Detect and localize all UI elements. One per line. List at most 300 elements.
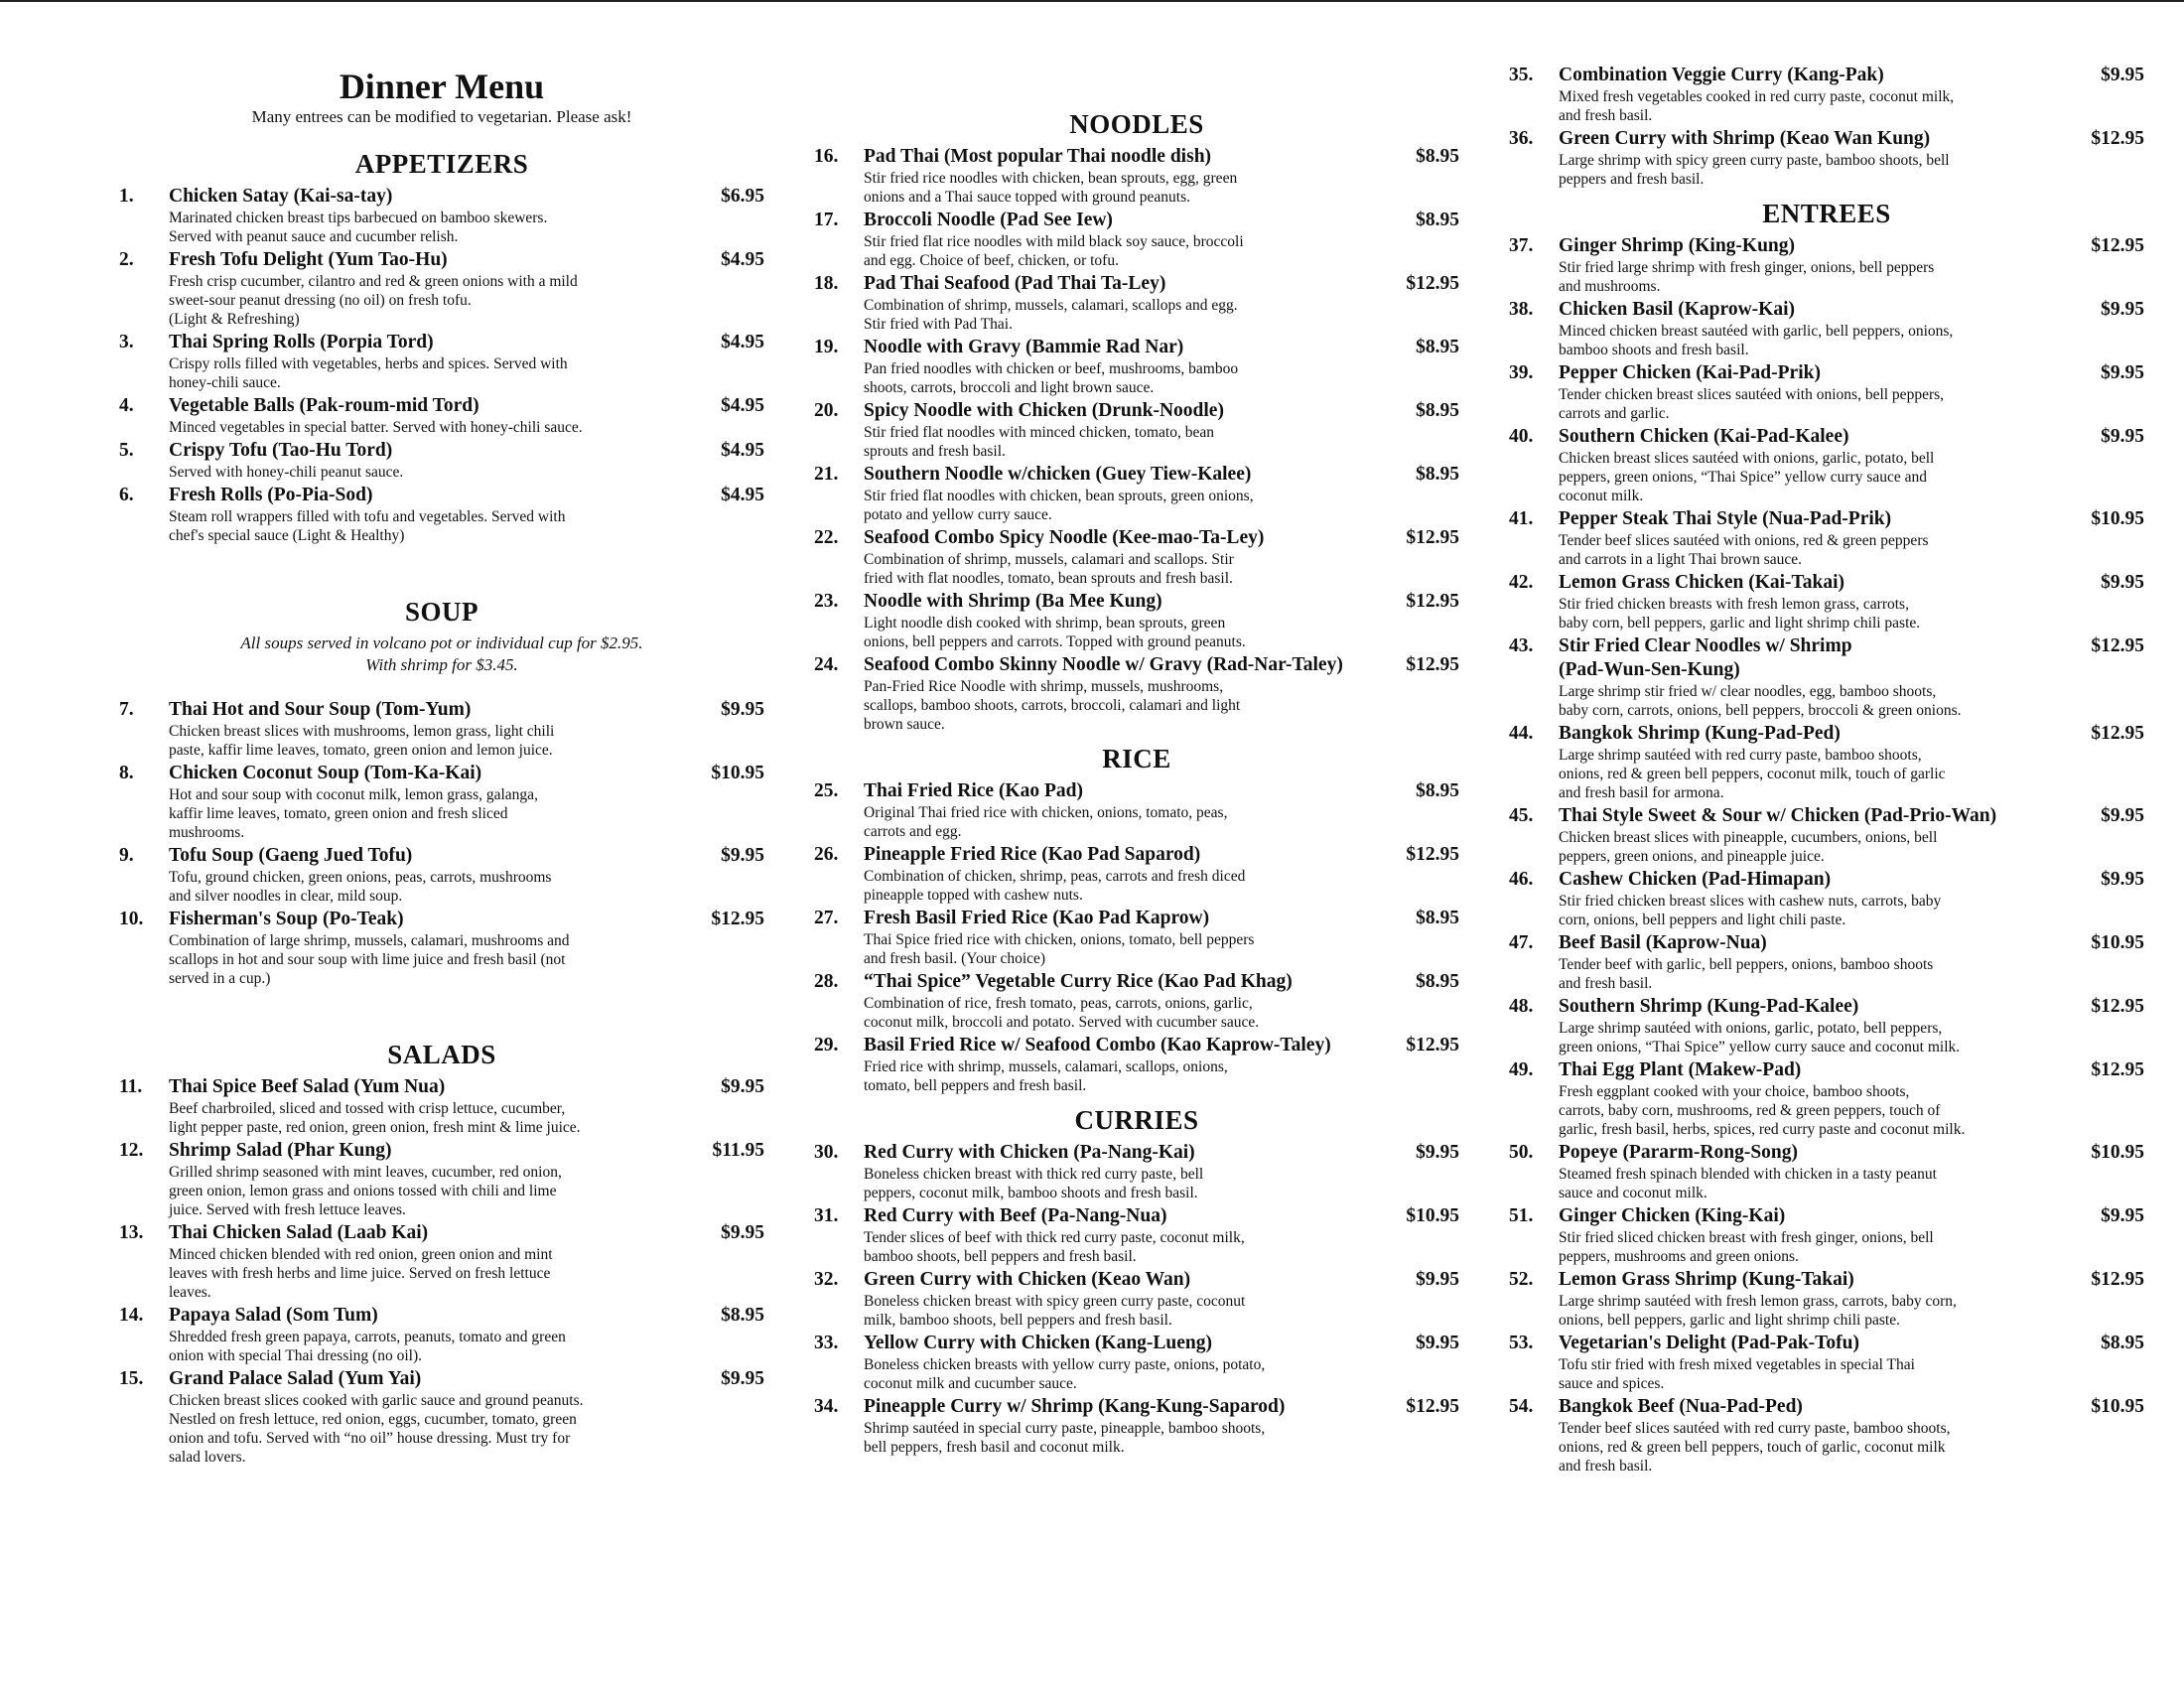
item-name: Pad Thai (Most popular Thai noodle dish) xyxy=(864,146,1212,167)
menu-item xyxy=(119,1367,764,1467)
description-line: Stir fried sliced chicken breast with fresh ginger, onions, bell xyxy=(1559,1229,1934,1246)
item-description xyxy=(814,803,1459,841)
item-description xyxy=(1509,258,2144,296)
menu-item xyxy=(1509,571,2144,633)
description-line: onions, red & green bell peppers, touch of garlic, coconut milk xyxy=(1559,1439,1946,1456)
item-name: Green Curry with Shrimp (Keao Wan Kung) xyxy=(1559,128,1931,149)
menu-item-header xyxy=(814,779,1459,803)
item-description xyxy=(1509,1228,2144,1266)
item-number: 29. xyxy=(814,1035,839,1055)
menu-item-header xyxy=(1509,127,2144,151)
item-description xyxy=(1509,151,2144,189)
menu-item-header xyxy=(119,185,764,209)
item-price: $9.95 xyxy=(721,845,764,866)
description-line: Light noodle dish cooked with shrimp, bean sprouts, green xyxy=(864,615,1226,632)
item-description xyxy=(814,1292,1459,1330)
description-line: Minced chicken breast sautéed with garlic, bell peppers, onions, xyxy=(1559,323,1954,340)
item-price: $9.95 xyxy=(1416,1333,1459,1353)
item-price: $9.95 xyxy=(2101,1205,2144,1226)
section-title: CURRIES xyxy=(1074,1105,1199,1135)
item-name: Southern Chicken (Kai-Pad-Kalee) xyxy=(1559,426,1849,447)
description-line: Steamed fresh spinach blended with chicken in a tasty peanut xyxy=(1559,1166,1937,1183)
description-line: onions, red & green bell peppers, coconut milk, touch of garlic xyxy=(1559,766,1946,782)
menu-item-header xyxy=(1509,1204,2144,1228)
description-line: baby corn, bell peppers, garlic and light shrimp chili paste. xyxy=(1559,615,1921,632)
description-line: and egg. Choice of beef, chicken, or tofu. xyxy=(864,252,1119,269)
menu-item xyxy=(1509,507,2144,569)
description-line: onion and tofu. Served with “no oil” house dressing. Must try for xyxy=(169,1430,571,1447)
item-description xyxy=(814,232,1459,270)
entrees-list xyxy=(1509,234,2144,1476)
item-price: $9.95 xyxy=(2101,299,2144,320)
soup-note xyxy=(119,633,764,676)
description-line: pineapple topped with cashew nuts. xyxy=(864,887,1083,904)
description-line: Boneless chicken breast with spicy green curry paste, coconut xyxy=(864,1293,1246,1310)
description-line: green onions, “Thai Spice” yellow curry sauce and coconut milk. xyxy=(1559,1039,1961,1055)
item-description xyxy=(119,931,764,988)
item-price: $12.95 xyxy=(1406,654,1459,675)
item-description xyxy=(814,1355,1459,1393)
menu-item-header xyxy=(119,1304,764,1328)
menu-item xyxy=(1509,804,2144,866)
item-number: 45. xyxy=(1509,805,1534,826)
description-line: Stir fried flat noodles with minced chicken, tomato, bean xyxy=(864,424,1214,441)
menu-item-header xyxy=(814,526,1459,550)
item-description xyxy=(1509,1419,2144,1476)
description-line: Shrimp sautéed in special curry paste, pineapple, bamboo shoots, xyxy=(864,1420,1266,1437)
description-line: onions, bell peppers, garlic and light shrimp chili paste. xyxy=(1559,1312,1900,1329)
item-description xyxy=(119,463,764,482)
description-line: Large shrimp sautéed with onions, garlic, potato, bell peppers, xyxy=(1559,1020,1943,1037)
description-line: Pan fried noodles with chicken or beef, mushrooms, bamboo xyxy=(864,360,1239,377)
item-number: 7. xyxy=(119,699,134,720)
section-salads xyxy=(119,1040,764,1467)
item-description xyxy=(814,1419,1459,1457)
description-line: and silver noodles in clear, mild soup. xyxy=(169,888,403,905)
description-line: peppers, mushrooms and green onions. xyxy=(1559,1248,1799,1265)
section-curries xyxy=(814,1105,1459,1457)
item-name: Thai Hot and Sour Soup (Tom-Yum) xyxy=(169,699,472,720)
item-name: Pineapple Fried Rice (Kao Pad Saparod) xyxy=(864,844,1201,865)
item-name: Combination Veggie Curry (Kang-Pak) xyxy=(1559,65,1884,85)
menu-item xyxy=(814,1141,1459,1202)
description-line: and fresh basil. xyxy=(1559,1458,1653,1475)
menu-item-header xyxy=(1509,507,2144,531)
description-line: Stir fried flat rice noodles with mild black soy sauce, broccoli xyxy=(864,233,1244,250)
item-description xyxy=(119,722,764,760)
menu-item xyxy=(119,908,764,988)
menu-item xyxy=(814,907,1459,968)
description-line: Stir fried with Pad Thai. xyxy=(864,316,1013,333)
rice-list xyxy=(814,779,1459,1095)
item-price: $8.95 xyxy=(1416,464,1459,485)
description-line: Combination of rice, fresh tomato, peas, carrots, onions, garlic, xyxy=(864,995,1253,1012)
menu-item-header xyxy=(1509,931,2144,955)
curries-list xyxy=(814,1141,1459,1457)
item-price: $8.95 xyxy=(1416,337,1459,357)
item-price: $9.95 xyxy=(2101,362,2144,383)
item-number: 22. xyxy=(814,527,839,548)
item-name: Pepper Chicken (Kai-Pad-Prik) xyxy=(1559,362,1821,383)
menu-item-header-continued xyxy=(1509,658,2144,682)
menu-item xyxy=(814,272,1459,334)
item-name: Crispy Tofu (Tao-Hu Tord) xyxy=(169,440,393,461)
menu-item-header xyxy=(814,145,1459,169)
item-number: 49. xyxy=(1509,1059,1534,1080)
section-noodles xyxy=(814,109,1459,734)
menu-item-header xyxy=(814,843,1459,867)
description-line: Stir fried rice noodles with chicken, bean sprouts, egg, green xyxy=(864,170,1238,187)
description-line: and carrots in a light Thai brown sauce. xyxy=(1559,551,1803,568)
item-name: Spicy Noodle with Chicken (Drunk-Noodle) xyxy=(864,400,1224,421)
description-line: Tender beef with garlic, bell peppers, onions, bamboo shoots xyxy=(1559,956,1934,973)
description-line: Pan-Fried Rice Noodle with shrimp, mussels, mushrooms, xyxy=(864,678,1224,695)
item-number: 23. xyxy=(814,591,839,612)
item-price: $4.95 xyxy=(721,332,764,352)
item-name: Lemon Grass Shrimp (Kung-Takai) xyxy=(1559,1269,1854,1290)
item-price: $9.95 xyxy=(721,1222,764,1243)
item-number: 40. xyxy=(1509,426,1534,447)
item-number: 34. xyxy=(814,1396,839,1417)
menu-item xyxy=(1509,995,2144,1056)
item-price: $9.95 xyxy=(2101,65,2144,85)
item-description xyxy=(1509,385,2144,423)
description-line: garlic, fresh basil, herbs, spices, red curry paste and coconut milk. xyxy=(1559,1121,1966,1138)
description-line: carrots and garlic. xyxy=(1559,405,1670,422)
menu-item-header xyxy=(119,1075,764,1099)
item-price: $9.95 xyxy=(721,1368,764,1389)
description-line: Large shrimp with spicy green curry paste, bamboo shoots, bell xyxy=(1559,152,1950,169)
item-description xyxy=(1509,746,2144,802)
item-name: Basil Fried Rice w/ Seafood Combo (Kao Kaprow-Taley) xyxy=(864,1035,1331,1055)
item-name: Noodle with Shrimp (Ba Mee Kung) xyxy=(864,591,1162,612)
item-number: 2. xyxy=(119,249,134,270)
description-line: light pepper paste, red onion, green onion, fresh mint & lime juice. xyxy=(169,1119,581,1136)
menu-item xyxy=(119,698,764,760)
item-price: $10.95 xyxy=(2091,508,2144,529)
description-line: Large shrimp stir fried w/ clear noodles, egg, bamboo shoots, xyxy=(1559,683,1937,700)
menu-item-header xyxy=(1509,1395,2144,1419)
item-price: $12.95 xyxy=(1406,591,1459,612)
item-price: $10.95 xyxy=(711,763,764,783)
item-number: 32. xyxy=(814,1269,839,1290)
menu-item xyxy=(119,439,764,482)
menu-item-header xyxy=(814,209,1459,232)
item-price: $4.95 xyxy=(721,395,764,416)
menu-item-header xyxy=(119,1367,764,1391)
description-line: Large shrimp sautéed with red curry paste, bamboo shoots, xyxy=(1559,747,1922,764)
description-line: paste, kaffir lime leaves, tomato, green onion and lemon juice. xyxy=(169,742,553,759)
item-name: Pepper Steak Thai Style (Nua-Pad-Prik) xyxy=(1559,508,1892,529)
item-name: “Thai Spice” Vegetable Curry Rice (Kao Pad Khag) xyxy=(864,971,1293,992)
item-price: $12.95 xyxy=(1406,1396,1459,1417)
description-line: Served with honey-chili peanut sauce. xyxy=(169,464,404,481)
description-line: juice. Served with fresh lettuce leaves. xyxy=(169,1201,406,1218)
item-price: $12.95 xyxy=(1406,273,1459,294)
item-description xyxy=(119,868,764,906)
item-description xyxy=(1509,892,2144,929)
item-name: Thai Spice Beef Salad (Yum Nua) xyxy=(169,1076,446,1097)
menu-item xyxy=(119,394,764,437)
item-number: 47. xyxy=(1509,932,1534,953)
description-line: Shredded fresh green papaya, carrots, peanuts, tomato and green xyxy=(169,1329,566,1345)
item-price: $9.95 xyxy=(2101,426,2144,447)
description-line: (Light & Refreshing) xyxy=(169,311,300,328)
description-line: and fresh basil. xyxy=(1559,107,1653,124)
item-name: Shrimp Salad (Phar Kung) xyxy=(169,1140,392,1161)
description-line: Stir fried large shrimp with fresh ginger, onions, bell peppers xyxy=(1559,259,1935,276)
item-number: 31. xyxy=(814,1205,839,1226)
description-line: bamboo shoots and fresh basil. xyxy=(1559,342,1749,358)
item-number: 30. xyxy=(814,1142,839,1163)
item-number: 6. xyxy=(119,485,134,505)
item-description xyxy=(814,994,1459,1032)
menu-item xyxy=(1509,1395,2144,1476)
page-subtitle: Many entrees can be modified to vegetarian. Please ask! xyxy=(251,107,632,126)
item-number: 39. xyxy=(1509,362,1534,383)
item-number: 11. xyxy=(119,1076,143,1097)
item-description xyxy=(814,1057,1459,1095)
menu-item-header xyxy=(814,272,1459,296)
description-line: baby corn, carrots, onions, bell peppers, broccoli & green onions. xyxy=(1559,702,1962,719)
description-line: Fresh eggplant cooked with your choice, bamboo shoots, xyxy=(1559,1083,1910,1100)
menu-item-header xyxy=(1509,722,2144,746)
menu-item xyxy=(1509,634,2144,720)
item-number: 27. xyxy=(814,908,839,928)
description-line: served in a cup.) xyxy=(169,970,271,987)
item-description xyxy=(119,1099,764,1137)
item-price: $12.95 xyxy=(2091,635,2144,656)
menu-item xyxy=(119,248,764,329)
description-line: sprouts and fresh basil. xyxy=(864,443,1006,460)
item-name: Chicken Basil (Kaprow-Kai) xyxy=(1559,299,1795,320)
description-line: Mixed fresh vegetables cooked in red curry paste, coconut milk, xyxy=(1559,88,1955,105)
menu-item-header xyxy=(814,1332,1459,1355)
item-price: $12.95 xyxy=(2091,723,2144,744)
menu-item xyxy=(1509,868,2144,929)
item-price: $8.95 xyxy=(1416,146,1459,167)
item-description xyxy=(119,1163,764,1219)
item-description xyxy=(814,423,1459,461)
description-line: and mushrooms. xyxy=(1559,278,1661,295)
item-price: $12.95 xyxy=(2091,235,2144,256)
menu-item-header xyxy=(814,1204,1459,1228)
item-description xyxy=(814,1228,1459,1266)
item-price: $9.95 xyxy=(721,1076,764,1097)
menu-item xyxy=(1509,1141,2144,1202)
menu-item xyxy=(814,1034,1459,1095)
description-line: Fresh crisp cucumber, cilantro and red & green onions with a mild xyxy=(169,273,578,290)
menu-item-header xyxy=(119,394,764,418)
page-title: Dinner Menu xyxy=(339,67,545,106)
description-line: scallops, bamboo shoots, carrots, broccoli, calamari and light xyxy=(864,697,1241,714)
item-name: Thai Spring Rolls (Porpia Tord) xyxy=(169,332,434,352)
item-description xyxy=(119,1328,764,1365)
item-number: 50. xyxy=(1509,1142,1534,1163)
item-price: $8.95 xyxy=(1416,971,1459,992)
description-line: Chicken breast slices with mushrooms, lemon grass, light chili xyxy=(169,723,555,740)
menu-item-header xyxy=(814,653,1459,677)
section-rice xyxy=(814,744,1459,1095)
description-line: Marinated chicken breast tips barbecued on bamboo skewers. xyxy=(169,210,548,226)
item-number: 44. xyxy=(1509,723,1534,744)
menu-item xyxy=(814,463,1459,524)
item-number: 1. xyxy=(119,186,134,207)
item-number: 19. xyxy=(814,337,839,357)
description-line: carrots and egg. xyxy=(864,823,962,840)
item-description xyxy=(814,677,1459,734)
menu-item-header xyxy=(1509,634,2144,658)
menu-item-header xyxy=(1509,571,2144,595)
item-number: 25. xyxy=(814,780,839,801)
menu-item-header xyxy=(1509,298,2144,322)
menu-item-header xyxy=(1509,1058,2144,1082)
item-price: $10.95 xyxy=(1406,1205,1459,1226)
soup-note-line: With shrimp for $3.45. xyxy=(365,655,518,674)
description-line: leaves. xyxy=(169,1284,211,1301)
item-name: Lemon Grass Chicken (Kai-Takai) xyxy=(1559,572,1845,593)
item-name-continued: (Pad-Wun-Sen-Kung) xyxy=(1559,659,1740,680)
item-price: $12.95 xyxy=(2091,1269,2144,1290)
menu-item-header xyxy=(119,331,764,354)
menu-item xyxy=(1509,1058,2144,1139)
description-line: onion with special Thai dressing (no oil). xyxy=(169,1347,422,1364)
item-number: 8. xyxy=(119,763,134,783)
description-line: Original Thai fried rice with chicken, onions, tomato, peas, xyxy=(864,804,1228,821)
item-description xyxy=(119,785,764,842)
menu-item xyxy=(1509,127,2144,189)
item-description xyxy=(1509,449,2144,505)
menu-item-header xyxy=(119,698,764,722)
appetizers-list xyxy=(119,185,764,545)
item-name: Seafood Combo Skinny Noodle w/ Gravy (Rad-Nar-Taley) xyxy=(864,654,1343,675)
soup-list xyxy=(119,698,764,988)
item-number: 42. xyxy=(1509,572,1534,593)
menu-item xyxy=(814,209,1459,270)
item-number: 48. xyxy=(1509,996,1534,1017)
item-description xyxy=(119,272,764,329)
item-name: Thai Style Sweet & Sour w/ Chicken (Pad-Prio-Wan) xyxy=(1559,805,1997,826)
menu-item xyxy=(814,336,1459,397)
item-description xyxy=(814,487,1459,524)
section-title: APPETIZERS xyxy=(354,149,529,179)
menu-item-header xyxy=(1509,64,2144,87)
section-title: SOUP xyxy=(404,597,478,627)
menu-item xyxy=(814,399,1459,461)
item-number: 26. xyxy=(814,844,839,865)
menu-item-header xyxy=(814,463,1459,487)
description-line: salad lovers. xyxy=(169,1449,246,1466)
description-line: peppers, coconut milk, bamboo shoots and fresh basil. xyxy=(864,1185,1198,1201)
description-line: Stir fried chicken breasts with fresh lemon grass, carrots, xyxy=(1559,596,1909,613)
menu-item-header xyxy=(1509,234,2144,258)
description-line: Combination of chicken, shrimp, peas, carrots and fresh diced xyxy=(864,868,1246,885)
item-price: $4.95 xyxy=(721,440,764,461)
item-price: $9.95 xyxy=(2101,572,2144,593)
menu-item-header xyxy=(119,1221,764,1245)
item-number: 43. xyxy=(1509,635,1534,656)
item-number: 12. xyxy=(119,1140,144,1161)
description-line: Tender beef slices sautéed with onions, red & green peppers xyxy=(1559,532,1929,549)
item-number: 16. xyxy=(814,146,839,167)
description-line: peppers, green onions, “Thai Spice” yellow curry sauce and xyxy=(1559,469,1928,486)
description-line: Boneless chicken breast with thick red curry paste, bell xyxy=(864,1166,1204,1183)
item-name: Noodle with Gravy (Bammie Rad Nar) xyxy=(864,337,1184,357)
menu-item xyxy=(814,590,1459,651)
description-line: milk, bamboo shoots, bell peppers and fresh basil. xyxy=(864,1312,1172,1329)
item-number: 51. xyxy=(1509,1205,1534,1226)
item-number: 36. xyxy=(1509,128,1534,149)
item-name: Pad Thai Seafood (Pad Thai Ta-Ley) xyxy=(864,273,1166,294)
item-description xyxy=(1509,1355,2144,1393)
item-number: 28. xyxy=(814,971,839,992)
menu-item-header xyxy=(119,844,764,868)
description-line: scallops in hot and sour soup with lime juice and fresh basil (not xyxy=(169,951,566,968)
description-line: Fried rice with shrimp, mussels, calamari, scallops, onions, xyxy=(864,1058,1228,1075)
item-number: 52. xyxy=(1509,1269,1534,1290)
description-line: carrots, baby corn, mushrooms, red & green peppers, touch of xyxy=(1559,1102,1941,1119)
item-number: 20. xyxy=(814,400,839,421)
item-number: 13. xyxy=(119,1222,144,1243)
item-number: 41. xyxy=(1509,508,1534,529)
menu-item-header xyxy=(119,439,764,463)
item-price: $12.95 xyxy=(2091,128,2144,149)
menu-item-header xyxy=(1509,995,2144,1019)
item-price: $9.95 xyxy=(721,699,764,720)
description-line: bell peppers, fresh basil and coconut milk. xyxy=(864,1439,1125,1456)
item-number: 46. xyxy=(1509,869,1534,890)
item-description xyxy=(119,354,764,392)
item-price: $8.95 xyxy=(1416,780,1459,801)
item-name: Fresh Tofu Delight (Yum Tao-Hu) xyxy=(169,249,448,270)
item-description xyxy=(1509,595,2144,633)
menu-item xyxy=(119,484,764,545)
item-price: $4.95 xyxy=(721,485,764,505)
description-line: and fresh basil. xyxy=(1559,975,1653,992)
item-price: $9.95 xyxy=(1416,1142,1459,1163)
item-name: Papaya Salad (Som Tum) xyxy=(169,1305,378,1326)
item-number: 14. xyxy=(119,1305,144,1326)
item-name: Chicken Coconut Soup (Tom-Ka-Kai) xyxy=(169,763,482,783)
description-line: Steam roll wrappers filled with tofu and vegetables. Served with xyxy=(169,508,566,525)
menu-item-header xyxy=(1509,361,2144,385)
menu-item-header xyxy=(119,484,764,507)
item-description xyxy=(1509,955,2144,993)
menu-item-header xyxy=(814,1034,1459,1057)
item-price: $12.95 xyxy=(2091,996,2144,1017)
description-line: peppers, green onions, and pineapple juice. xyxy=(1559,848,1825,865)
item-description xyxy=(1509,682,2144,720)
description-line: sauce and coconut milk. xyxy=(1559,1185,1707,1201)
item-name: Southern Noodle w/chicken (Guey Tiew-Kalee) xyxy=(864,464,1252,485)
item-price: $8.95 xyxy=(1416,210,1459,230)
item-name: Bangkok Beef (Nua-Pad-Ped) xyxy=(1559,1396,1803,1417)
item-price: $9.95 xyxy=(1416,1269,1459,1290)
item-description xyxy=(814,359,1459,397)
item-price: $8.95 xyxy=(1416,400,1459,421)
menu-column-middle xyxy=(814,0,1459,1459)
item-price: $8.95 xyxy=(2101,1333,2144,1353)
item-description xyxy=(1509,1165,2144,1202)
item-price: $6.95 xyxy=(721,186,764,207)
menu-item xyxy=(814,843,1459,905)
menu-item-header xyxy=(814,590,1459,614)
item-name: Red Curry with Chicken (Pa-Nang-Kai) xyxy=(864,1142,1195,1163)
menu-item-header xyxy=(814,970,1459,994)
item-name: Vegetarian's Delight (Pad-Pak-Tofu) xyxy=(1559,1333,1859,1353)
item-description xyxy=(814,296,1459,334)
description-line: Chicken breast slices with pineapple, cucumbers, onions, bell xyxy=(1559,829,1938,846)
